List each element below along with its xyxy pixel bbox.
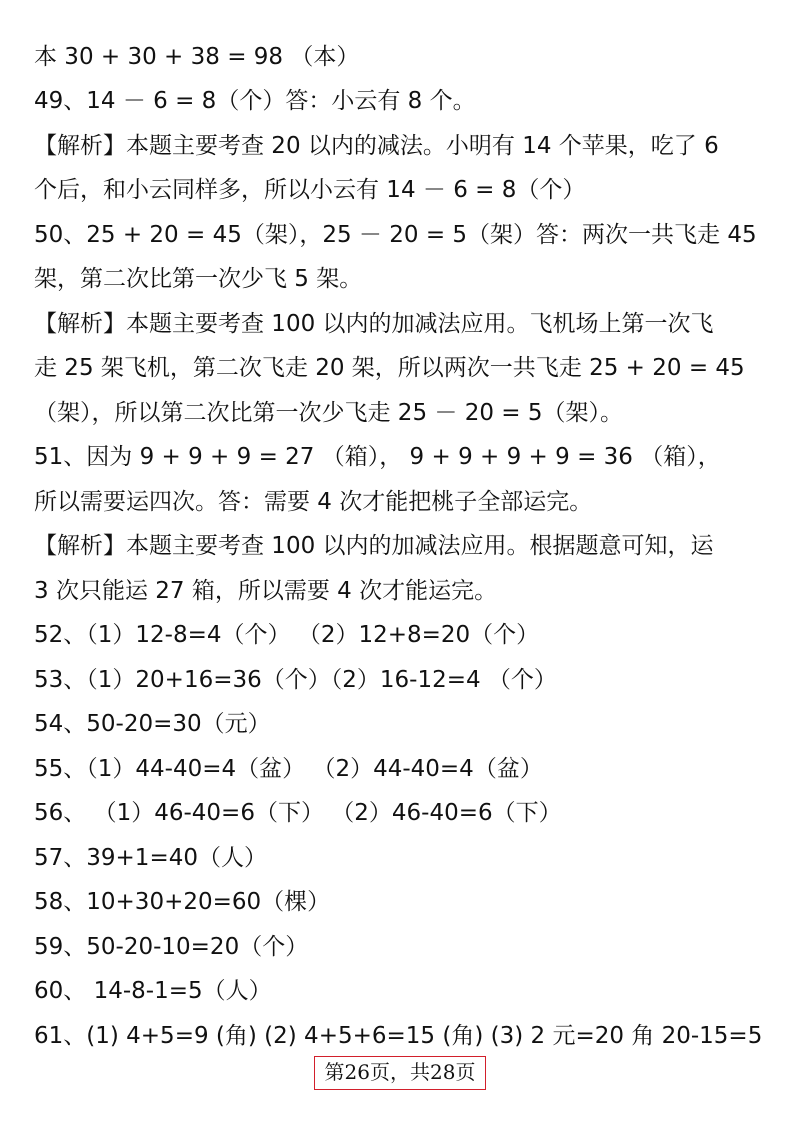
page-number-footer: 第26页，共28页: [314, 1056, 486, 1090]
text-line-21: 59、50-20-10=20（个）: [34, 934, 309, 960]
text-line-12: 【解析】本题主要考查 100 以内的加减法应用。根据题意可知，运: [34, 533, 714, 559]
text-line-8: 走 25 架飞机，第二次飞走 20 架，所以两次一共飞走 25 + 20 = 45: [34, 355, 745, 381]
text-line-11: 所以需要运四次。答：需要 4 次才能把桃子全部运完。: [34, 489, 593, 515]
text-line-20: 58、10+30+20=60（棵）: [34, 889, 331, 915]
text-line-3: 【解析】本题主要考查 20 以内的减法。小明有 14 个苹果，吃了 6: [34, 133, 719, 159]
text-line-9: （架），所以第二次比第一次少飞走 25 － 20 = 5（架）。: [34, 400, 623, 426]
text-line-2: 49、14 － 6 = 8（个）答：小云有 8 个。: [34, 88, 476, 114]
text-line-5: 50、25 + 20 = 45（架），25 － 20 = 5（架）答：两次一共飞走 45: [34, 222, 757, 248]
text-line-22: 60、 14-8-1=5（人）: [34, 978, 272, 1004]
text-line-17: 55、（1）44-40=4（盆） （2）44-40=4（盆）: [34, 756, 543, 782]
text-line-7: 【解析】本题主要考查 100 以内的加减法应用。飞机场上第一次飞: [34, 311, 714, 337]
text-line-4: 个后，和小云同样多，所以小云有 14 － 6 = 8（个）: [34, 177, 586, 203]
text-line-16: 54、50-20=30（元）: [34, 711, 271, 737]
text-line-1: 本 30 + 30 + 38 = 98 （本）: [34, 44, 360, 70]
text-line-10: 51、因为 9 + 9 + 9 = 27 （箱）， 9 + 9 + 9 + 9 = 36 （箱），: [34, 444, 721, 470]
text-line-6: 架，第二次比第一次少飞 5 架。: [34, 266, 363, 292]
text-line-18: 56、 （1）46-40=6（下） （2）46-40=6（下）: [34, 800, 562, 826]
text-line-13: 3 次只能运 27 箱，所以需要 4 次才能运完。: [34, 578, 498, 604]
text-line-14: 52、（1）12-8=4（个） （2）12+8=20（个）: [34, 622, 540, 648]
text-line-15: 53、（1）20+16=36（个）（2）16-12=4 （个）: [34, 667, 557, 693]
text-line-23: 61、(1) 4+5=9 (角) (2) 4+5+6=15 (角) (3) 2 元=20 角 20-15=5: [34, 1023, 763, 1049]
text-line-19: 57、39+1=40（人）: [34, 845, 267, 871]
